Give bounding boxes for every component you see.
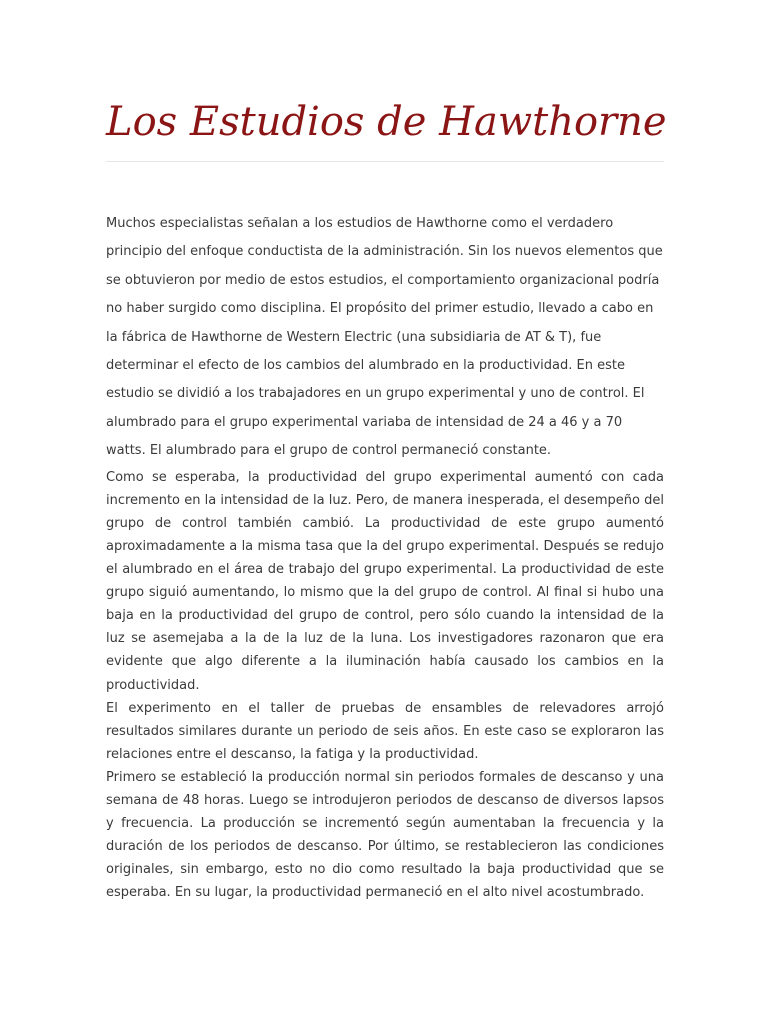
title-divider: [106, 161, 664, 162]
paragraph-1: Muchos especialistas señalan a los estudios de Hawthorne como el verdadero principio del enfoque conductista de la administración. Sin los nuevos elementos que se obtuvieron por medio de estos estudios, el comportamiento organizacional podría no haber surgido como disciplina. El propósito del primer estudio, llevado a cabo en la fábrica de Hawthorne de Western Electric (una subsidiaria de AT & T), fue determinar el efecto de los cambios del alumbrado en la productividad. En este estudio se dividió a los trabajadores en un grupo experimental y uno de control. El alumbrado para el grupo experimental variaba de intensidad de 24 a 46 y a 70 watts. El alumbrado para el grupo de control permaneció constante.: [106, 216, 663, 459]
paragraph-4: Primero se estableció la producción normal sin periodos formales de descanso y una semana de 48 horas. Luego se introdujeron periodos de descanso de diversos lapsos y frecuencia. La producción se incrementó según aumentaban la frecuencia y la duración de los periodos de descanso. Por último, se restablecieron las condiciones originales, sin embargo, esto no dio como resultado la baja productividad que se esperaba. En su lugar, la productividad permaneció en el alto nivel acostumbrado.: [106, 769, 664, 901]
page-title: Los Estudios de Hawthorne: [106, 99, 667, 145]
paragraph-3: El experimento en el taller de pruebas de ensambles de relevadores arrojó resultados similares durante un periodo de seis años. En este caso se exploraron las relaciones entre el descanso, la fatiga y la productividad.: [106, 700, 664, 762]
article-body: [106, 210, 664, 904]
paragraph-2: Como se esperaba, la productividad del grupo experimental aumentó con cada incremento en la intensidad de la luz. Pero, de manera inesperada, el desempeño del grupo de control también cambió. La productividad de este grupo aumentó aproximadamente a la misma tasa que la del grupo experimental. Después se redujo el alumbrado en el área de trabajo del grupo experimental. La productividad de este grupo siguió aumentando, lo mismo que la del grupo de control. Al final si hubo una baja en la productividad del grupo de control, pero sólo cuando la intensidad de la luz se asemejaba a la de la luz de la luna. Los investigadores razonaron que era evidente que algo diferente a la iluminación había causado los cambios en la productividad.: [106, 469, 664, 693]
